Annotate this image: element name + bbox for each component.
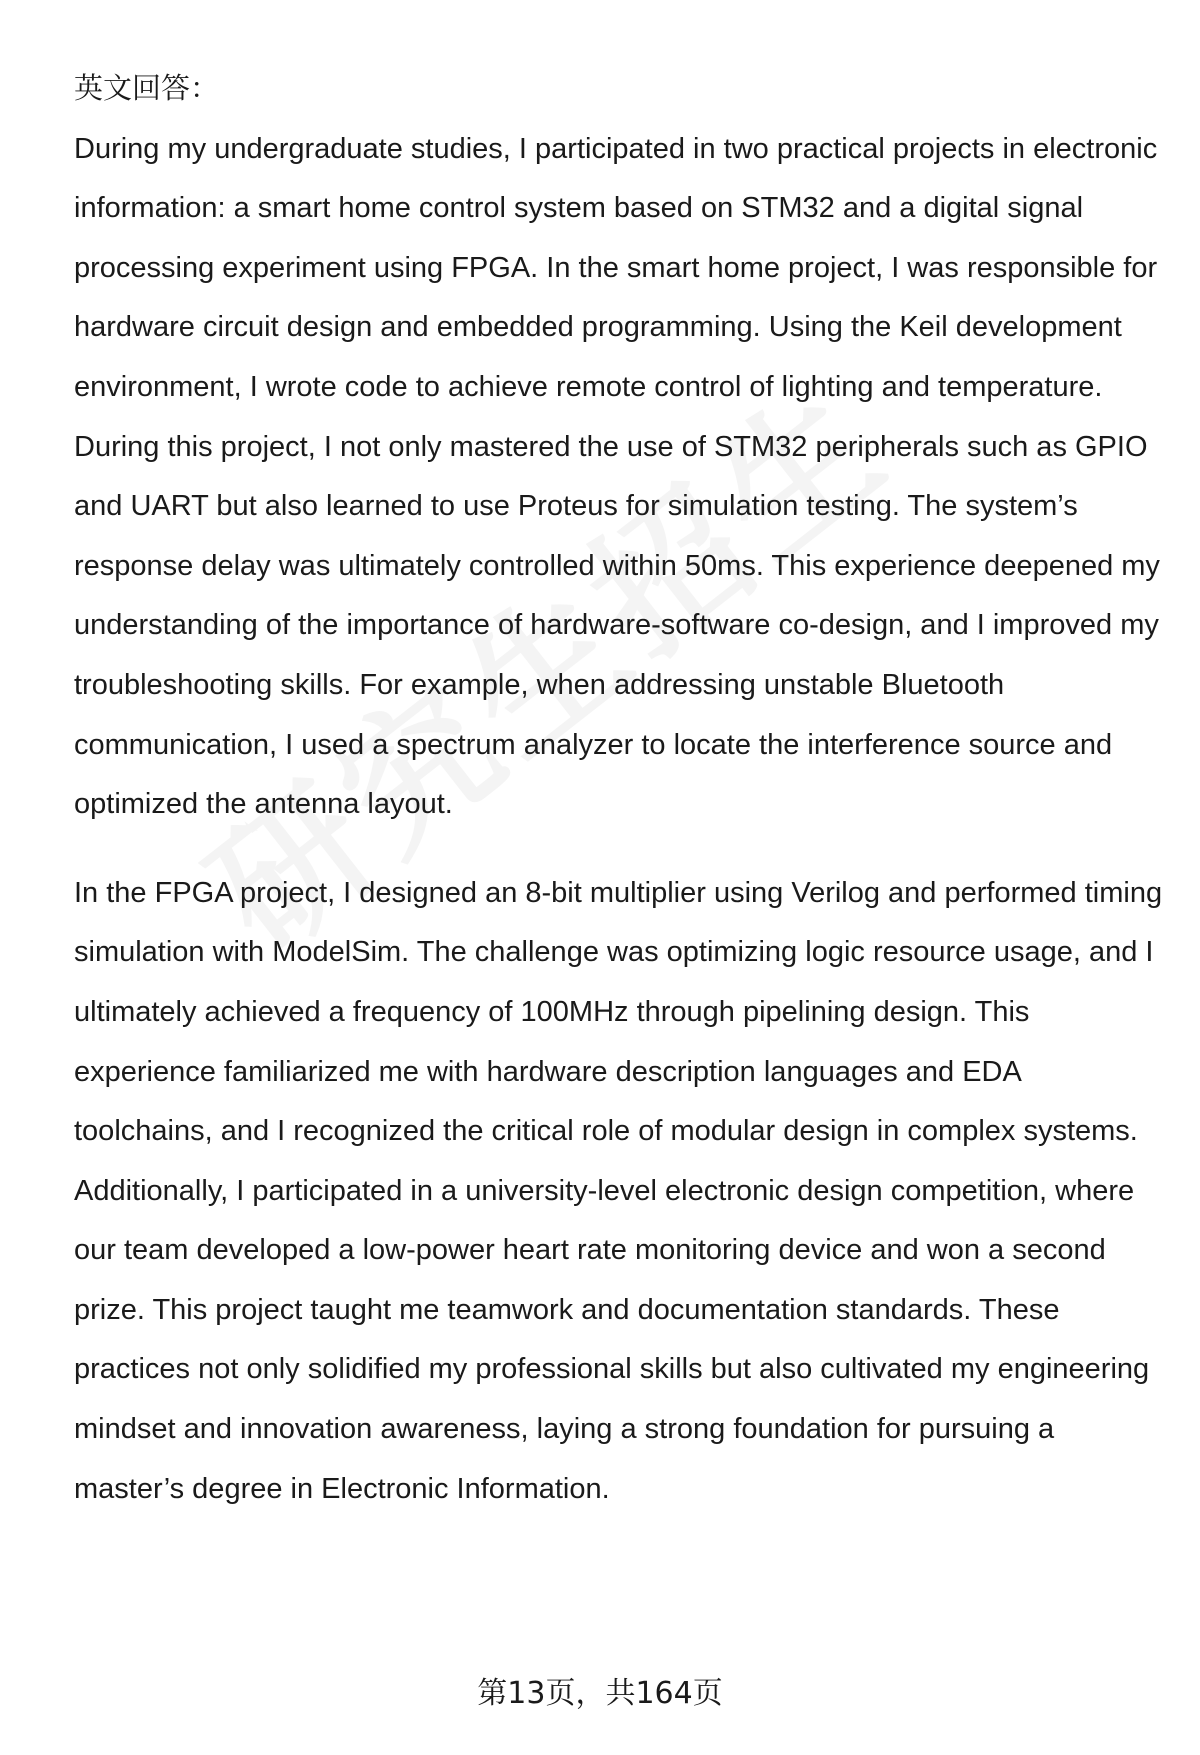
paragraph-1: During my undergraduate studies, I participated in two practical projects in electronic information: a smart home control system based on STM32 and a digital signal processing experiment using FPGA. In the smart home project, I was responsible for hardware circuit design and embedded programming. Using the Keil development environment, I wrote code to achieve remote control of lighting and temperature. During this project, I not only mastered the use of STM32 peripherals such as GPIO and UART but also learned to use Proteus for simulation testing. The system’s response delay was ultimately controlled within 50ms. This experience deepened my understanding of the importance of hardware-software co-design, and I improved my troubleshooting skills. For example, when addressing unstable Bluetooth communication, I used a spectrum analyzer to locate the interference source and optimized the antenna layout.	[74, 132, 1160, 821]
paragraph-2: In the FPGA project, I designed an 8-bit multiplier using Verilog and performed timing simulation with ModelSim. The challenge was optimizing logic resource usage, and I ultimately achieved a frequency of 100MHz through pipelining design. This experience familiarized me with hardware description languages and EDA toolchains, and I recognized the critical role of modular design in complex systems. Additionally, I participated in a university-level electronic design competition, where our team developed a low-power heart rate monitoring device and won a second prize. This project taught me teamwork and documentation standards. These practices not only solidified my professional skills but also cultivated my engineering mindset and innovation awareness, laying a strong foundation for pursuing a master’s degree in Electronic Information.	[74, 876, 1163, 1505]
document-body	[74, 60, 1164, 1519]
page-number-footer: 第13页，共164页	[477, 1676, 723, 1711]
section-heading: 英文回答：	[74, 73, 220, 105]
